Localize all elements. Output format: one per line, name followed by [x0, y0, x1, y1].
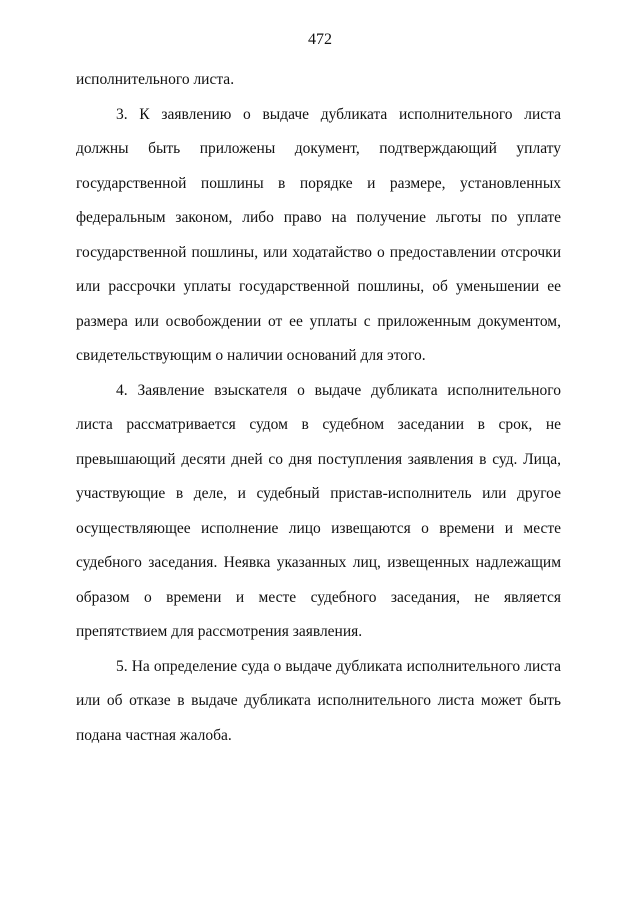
- paragraph-item-4: 4. Заявление взыскателя о выдаче дубликата исполнительного листа рассматривается судом в судебном заседании в срок, не превышающий десяти дней со дня поступления заявления в суд. Лица, участвующие в деле, и судебный пристав-исполнитель или другое осуществляющее исполнение лицо извещаются о времени и месте судебного заседания. Неявка указанных лиц, извещенных надлежащим образом о времени и месте судебного заседания, не является препятствием для рассмотрения заявления.: [76, 381, 561, 640]
- paragraph-continuation: исполнительного листа.: [76, 71, 235, 88]
- page-number: 472: [308, 31, 332, 48]
- paragraph-item-3: 3. К заявлению о выдаче дубликата исполнительного листа должны быть приложены документ, подтверждающий уплату государственной пошлины в порядке и размере, установленных федеральным законом, либо право на получение льготы по уплате государственной пошлины, или ходатайство о предоставлении отсрочки или рассрочки уплаты государственной пошлины, об уменьшении ее размера или освобождении от ее уплаты с приложенным документом, свидетельствующим о наличии оснований для этого.: [76, 105, 561, 364]
- document-body: [76, 63, 561, 753]
- paragraph-item-5: 5. На определение суда о выдаче дубликата исполнительного листа или об отказе в выдаче дубликата исполнительного листа может быть подана частная жалоба.: [76, 657, 561, 744]
